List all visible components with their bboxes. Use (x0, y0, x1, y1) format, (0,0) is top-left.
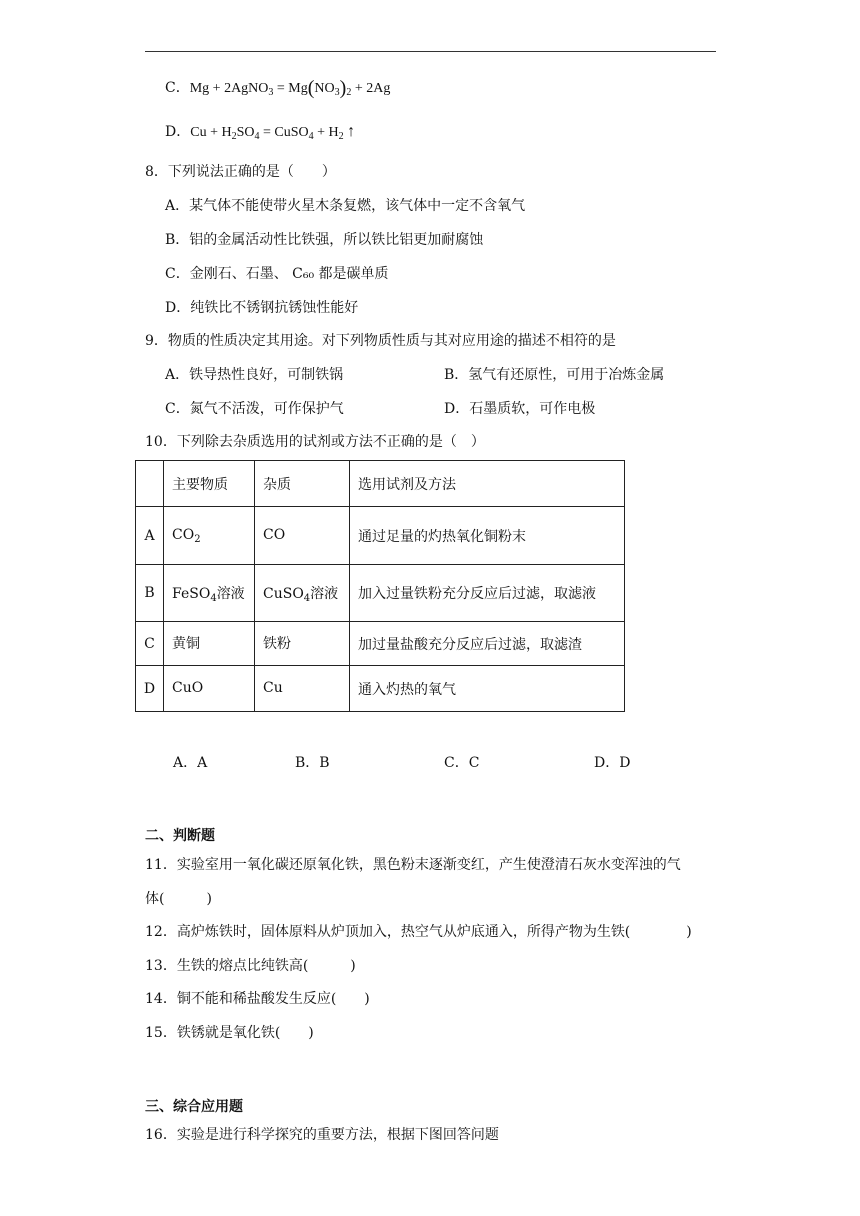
q16: 16．实验是进行科学探究的重要方法，根据下图回答问题 (145, 1127, 499, 1143)
table-row (136, 622, 625, 666)
row-label: C (136, 622, 164, 666)
header-label (136, 461, 164, 507)
row-label: D (136, 666, 164, 712)
q8-option-b: B．铝的金属活动性比铁强，所以铁比铝更加耐腐蚀 (165, 232, 484, 248)
row-main: CuO (164, 666, 255, 712)
q7-option-c-equation: Mg + 2AgNO$_3$ = $Mg(NO_3)_2 + 2Ag$ (189, 77, 391, 99)
row-impurity: CO (255, 507, 350, 565)
table-header-row (136, 461, 625, 507)
row-method: 通入灼热的氧气 (350, 666, 625, 712)
impurity-table (135, 460, 625, 712)
q7-option-d-label: D． (165, 124, 191, 140)
q10-stem: 10．下列除去杂质选用的试剂或方法不正确的是（ ） (145, 434, 485, 450)
header-main: 主要物质 (164, 461, 255, 507)
table-row (136, 565, 625, 622)
row-label: A (136, 507, 164, 565)
q8-stem: 8．下列说法正确的是（ ） (145, 164, 336, 180)
section-2-title: 二、判断题 (145, 828, 215, 844)
q10-answer-a: A．A (173, 755, 208, 771)
q9-option-b: B．氢气有还原性，可用于冶炼金属 (444, 367, 665, 383)
header-method: 选用试剂及方法 (350, 461, 625, 507)
q7-option-c (165, 78, 390, 103)
row-impurity: CuSO$_4$溶液 (255, 565, 350, 622)
row-label: B (136, 565, 164, 622)
q11-line1: 11．实验室用一氧化碳还原氧化铁，黑色粉末逐渐变红，产生使澄清石灰水变浑浊的气 (145, 857, 681, 873)
section-3-title: 三、综合应用题 (145, 1099, 243, 1115)
page-top-rule (145, 51, 716, 52)
q10-answer-d: D．D (594, 755, 631, 771)
q9-option-a: A．铁导热性良好，可制铁锅 (165, 367, 344, 383)
q10-answer-c: C．C (444, 755, 480, 771)
q11-line2: 体( ) (145, 891, 212, 907)
q8-option-a: A．某气体不能使带火星木条复燃，该气体中一定不含氧气 (165, 198, 526, 214)
row-impurity: Cu (255, 666, 350, 712)
row-method: 加入过量铁粉充分反应后过滤，取滤液 (350, 565, 625, 622)
q12: 12．高炉炼铁时，固体原料从炉顶加入，热空气从炉底通入，所得产物为生铁( ) (145, 924, 692, 940)
table-row (136, 666, 625, 712)
q15: 15．铁锈就是氧化铁( ) (145, 1025, 314, 1041)
q13: 13．生铁的熔点比纯铁高( ) (145, 958, 356, 974)
q9-option-d: D．石墨质软，可作电极 (444, 401, 596, 417)
q9-stem: 9．物质的性质决定其用途。对下列物质性质与其对应用途的描述不相符的是 (145, 333, 616, 349)
q9-option-c: C．氮气不活泼，可作保护气 (165, 401, 344, 417)
row-main: $CO_2$ (164, 507, 255, 565)
row-method: 通过足量的灼热氧化铜粉末 (350, 507, 625, 565)
q10-answer-b: B．B (295, 755, 330, 771)
q8-option-d: D．纯铁比不锈钢抗锈蚀性能好 (165, 300, 359, 316)
row-impurity: 铁粉 (255, 622, 350, 666)
q14: 14．铜不能和稀盐酸发生反应( ) (145, 991, 370, 1007)
q7-option-c-label: C． (165, 80, 190, 96)
table-row (136, 507, 625, 565)
q7-option-d-equation: $Cu + H_2SO_4$ = CuSO$_4$ + $H_2$ ↑ (190, 123, 356, 142)
row-method: 加过量盐酸充分反应后过滤，取滤渣 (350, 622, 625, 666)
header-impurity: 杂质 (255, 461, 350, 507)
q7-option-d (165, 122, 355, 147)
q8-option-c: C．金刚石、石墨、 C₆₀ 都是碳单质 (165, 266, 389, 282)
row-main: FeSO$_4$溶液 (164, 565, 255, 622)
row-main: 黄铜 (164, 622, 255, 666)
